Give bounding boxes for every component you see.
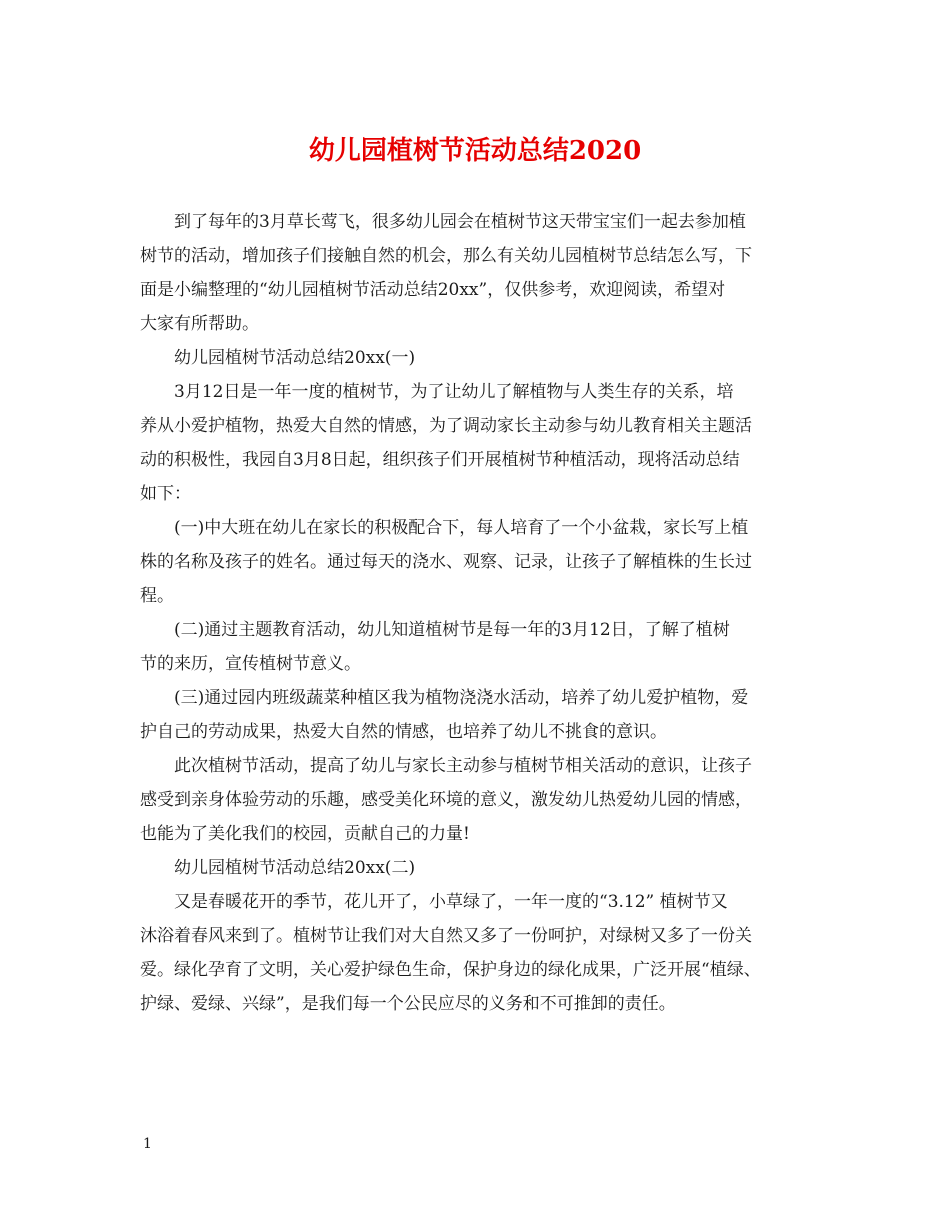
paragraph-line: 如下： xyxy=(140,484,191,504)
paragraph-line: 幼儿园植树节活动总结20xx(二) xyxy=(174,858,416,878)
paragraph-line: (三)通过园内班级蔬菜种植区我为植物浇浇水活动，培养了幼儿爱护植物，爱 xyxy=(174,688,749,708)
paragraph xyxy=(140,375,824,511)
paragraph-line: 护自己的劳动成果，热爱大自然的情感，也培养了幼儿不挑食的意识。 xyxy=(140,722,667,742)
page-number: 1 xyxy=(143,1136,152,1152)
paragraph xyxy=(140,681,824,749)
paragraph-line: 爱。绿化孕育了文明，关心爱护绿色生命，保护身边的绿化成果，广泛开展“植绿、 xyxy=(140,960,761,980)
document-body xyxy=(140,205,824,1021)
paragraph-line: 到了每年的3月草长莺飞，很多幼儿园会在植树节这天带宝宝们一起去参加植 xyxy=(174,212,746,232)
paragraph-line: 节的来历，宣传植树节意义。 xyxy=(140,654,361,674)
paragraph xyxy=(140,341,824,375)
paragraph-line: 感受到亲身体验劳动的乐趣，感受美化环境的意义，激发幼儿热爱幼儿园的情感， xyxy=(140,790,752,810)
paragraph-line: 此次植树节活动，提高了幼儿与家长主动参与植树节相关活动的意识，让孩子 xyxy=(174,756,752,776)
paragraph-line: 又是春暖花开的季节，花儿开了，小草绿了，一年一度的“3.12” 植树节又 xyxy=(174,892,728,912)
paragraph-line: 养从小爱护植物，热爱大自然的情感，为了调动家长主动参与幼儿教育相关主题活 xyxy=(140,416,752,436)
paragraph-line: 大家有所帮助。 xyxy=(140,314,259,334)
paragraph xyxy=(140,749,824,851)
paragraph-line: (一)中大班在幼儿在家长的积极配合下，每人培育了一个小盆栽，家长写上植 xyxy=(174,518,749,538)
paragraph xyxy=(140,511,824,613)
paragraph-line: 树节的活动，增加孩子们接触自然的机会，那么有关幼儿园植树节总结怎么写，下 xyxy=(140,246,752,266)
paragraph xyxy=(140,851,824,885)
paragraph-line: 护绿、爱绿、兴绿”，是我们每一个公民应尽的义务和不可推卸的责任。 xyxy=(140,994,676,1014)
paragraph-line: 也能为了美化我们的校园，贡献自己的力量! xyxy=(140,824,470,844)
paragraph-line: 幼儿园植树节活动总结20xx(一) xyxy=(174,348,416,368)
paragraph-line: 程。 xyxy=(140,586,174,606)
paragraph xyxy=(140,613,824,681)
paragraph-line: 沐浴着春风来到了。植树节让我们对大自然又多了一份呵护，对绿树又多了一份关 xyxy=(140,926,752,946)
paragraph-line: 株的名称及孩子的姓名。通过每天的浇水、观察、记录，让孩子了解植株的生长过 xyxy=(140,552,752,572)
paragraph-line: 动的积极性，我园自3月8日起，组织孩子们开展植树节种植活动，现将活动总结 xyxy=(140,450,740,470)
paragraph-line: 3月12日是一年一度的植树节，为了让幼儿了解植物与人类生存的关系，培 xyxy=(174,382,734,402)
paragraph-line: (二)通过主题教育活动，幼儿知道植树节是每一年的3月12日，了解了植树 xyxy=(174,620,730,640)
paragraph-line: 面是小编整理的“幼儿园植树节活动总结20xx”，仅供参考，欢迎阅读，希望对 xyxy=(140,280,726,300)
paragraph xyxy=(140,205,824,341)
document-title: 幼儿园植树节活动总结2020 xyxy=(308,136,642,166)
paragraph xyxy=(140,885,824,1021)
